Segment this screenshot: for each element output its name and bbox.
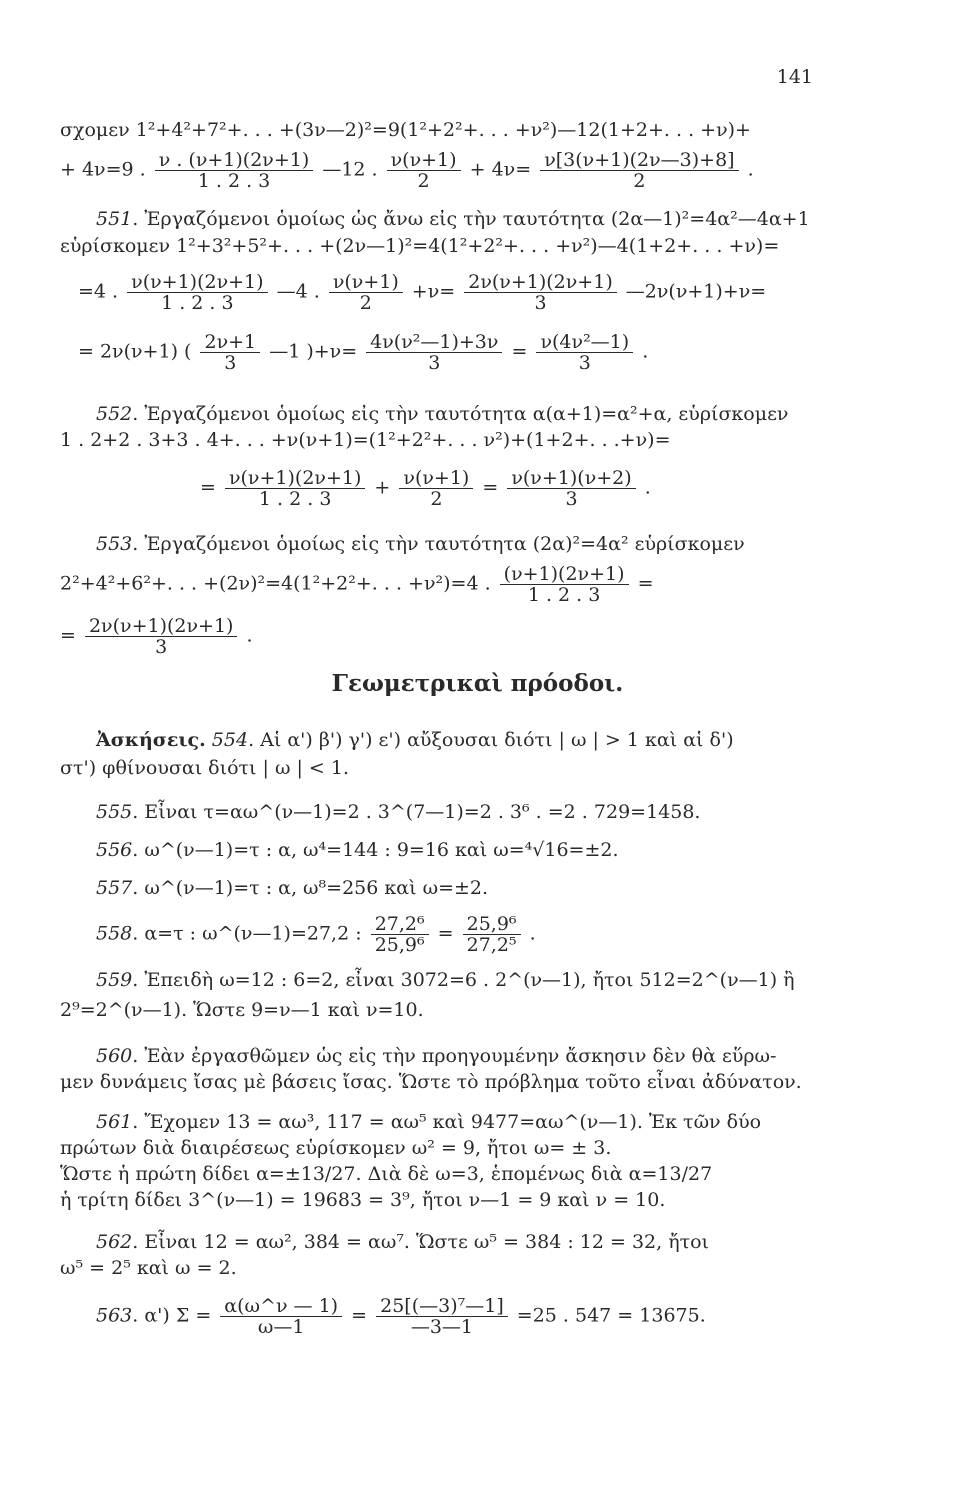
exercise-554 xyxy=(96,728,734,752)
exercise-562 xyxy=(96,1230,709,1254)
exercise-number: 562 xyxy=(96,1231,133,1253)
formula-text: . xyxy=(642,340,649,363)
exercise-555 xyxy=(96,800,700,824)
text-line: στ') φθίνουσαι διότι | ω | < 1. xyxy=(60,757,350,779)
denominator: 3 xyxy=(428,352,441,374)
formula-text: =4 . xyxy=(78,280,119,303)
exercise-560 xyxy=(96,1044,776,1068)
formula-line xyxy=(78,332,648,373)
formula-text: = xyxy=(637,572,654,595)
exercise-text: . ω^(ν—1)=τ : α, ω⁸=256 καὶ ω=±2. xyxy=(132,877,489,899)
numerator: 2ν(ν+1)(2ν+1) xyxy=(85,616,238,637)
exercise-563 xyxy=(96,1296,706,1337)
exercises-label: Ἀσκήσεις. xyxy=(96,729,206,751)
numerator: α(ω^ν — 1) xyxy=(220,1296,342,1317)
formula-text: = xyxy=(200,476,216,499)
fraction xyxy=(366,332,502,373)
formula-text: —12 . xyxy=(322,158,378,181)
numerator: ν(ν+1) xyxy=(329,272,403,293)
fraction xyxy=(127,272,267,313)
denominator: 2 xyxy=(359,292,372,314)
exercise-text: . Εἶναι τ=αω^(ν—1)=2 . 3^(7—1)=2 . 3⁶ . =2 . 729=1458. xyxy=(132,801,701,823)
fraction xyxy=(464,272,617,313)
denominator: 3 xyxy=(155,636,168,658)
text-line: 2⁹=2^(ν—1). Ὥστε 9=ν—1 καὶ ν=10. xyxy=(60,999,424,1021)
formula-text: + 4ν=9 . xyxy=(60,158,146,181)
fraction xyxy=(220,1296,342,1337)
fraction xyxy=(329,272,403,313)
fraction xyxy=(371,914,429,955)
exercise-number: 555 xyxy=(96,801,133,823)
exercise-number: 558 xyxy=(96,922,133,945)
text-line: μεν δυνάμεις ἴσας μὲ βάσεις ἴσας. Ὥστε τὸ πρόβλημα τοῦτο εἶναι ἀδύνατον. xyxy=(60,1071,802,1093)
denominator: 2 xyxy=(430,488,443,510)
formula-text: = xyxy=(511,340,528,363)
text-line: εὑρίσκομεν 1²+3²+5²+. . . +(2ν—1)²=4(1²+2²+. . . +ν²)—4(1+2+. . . +ν)= xyxy=(60,235,780,257)
denominator: 1 . 2 . 3 xyxy=(161,292,234,314)
exercise-559 xyxy=(96,968,795,992)
numerator: 27,2⁶ xyxy=(371,914,429,935)
denominator: 25,9⁶ xyxy=(374,934,425,956)
formula-text: —2ν(ν+1)+ν= xyxy=(625,280,767,303)
formula-text: =25 . 547 = 13675. xyxy=(516,1304,706,1327)
exercise-number: 561 xyxy=(96,1111,133,1133)
exercise-number: 557 xyxy=(96,877,133,899)
exercise-text: . Εἶναι 12 = αω², 384 = αω⁷. Ὥστε ω⁵ = 384 : 12 = 32, ἤτοι xyxy=(132,1231,709,1253)
exercise-number: 560 xyxy=(96,1045,133,1067)
exercise-number: 554 xyxy=(211,729,249,751)
numerator: ν(ν+1)(2ν+1) xyxy=(225,468,365,489)
exercise-text: . Ἐργαζόμενοι ὁμοίως εἰς τὴν ταυτότητα (2α)²=4α² εὑρίσκομεν xyxy=(132,533,745,555)
fraction xyxy=(200,332,260,373)
formula-line xyxy=(60,616,253,657)
exercise-text: . Ἔχομεν 13 = αω³, 117 = αω⁵ καὶ 9477=αω^(ν—1). Ἐκ τῶν δύο xyxy=(132,1111,762,1133)
denominator: 1 . 2 . 3 xyxy=(197,170,271,192)
denominator: 3 xyxy=(534,292,547,314)
numerator: ν(ν+1) xyxy=(399,468,473,489)
formula-text: + 4ν= xyxy=(469,158,532,181)
exercise-text: . α') Σ = xyxy=(132,1304,212,1327)
page-number: 141 xyxy=(776,66,813,88)
fraction xyxy=(463,914,521,955)
formula-text: + xyxy=(374,476,391,499)
fraction xyxy=(85,616,238,657)
text-line: ἡ τρίτη δίδει 3^(ν—1) = 19683 = 3⁹, ἤτοι ν—1 = 9 καὶ ν = 10. xyxy=(60,1189,666,1211)
formula-line xyxy=(200,468,651,509)
denominator: 2 xyxy=(633,170,646,192)
exercise-561 xyxy=(96,1110,761,1134)
text-line: σχομεν 1²+4²+7²+. . . +(3ν—2)²=9(1²+2²+. . . +ν²)—12(1+2+. . . +ν)+ xyxy=(60,119,751,141)
numerator: ν(ν+1) xyxy=(387,150,461,171)
formula-line xyxy=(60,150,754,191)
section-heading: Γεωμετρικαὶ πρόοδοι. xyxy=(331,670,624,697)
denominator: 3 xyxy=(565,488,578,510)
fraction xyxy=(399,468,473,509)
formula-text: 2²+4²+6²+. . . +(2ν)²=4(1²+2²+. . . +ν²)=4 . xyxy=(60,572,491,595)
formula-text: = xyxy=(437,922,454,945)
exercise-text: . ω^(ν—1)=τ : α, ω⁴=144 : 9=16 καὶ ω=⁴√16=±2. xyxy=(132,839,619,861)
formula-text: = 2ν(ν+1) ( xyxy=(78,340,192,363)
exercise-number: 559 xyxy=(96,969,133,991)
fraction xyxy=(225,468,365,509)
numerator: 25,9⁶ xyxy=(463,914,521,935)
formula-text: +ν= xyxy=(411,280,456,303)
formula-line xyxy=(60,564,653,605)
exercise-553 xyxy=(96,532,745,556)
formula-text: = xyxy=(351,1304,368,1327)
fraction xyxy=(540,150,738,191)
exercise-text: . Ἐργαζόμενοι ὁμοίως εἰς τὴν ταυτότητα α(α+1)=α²+α, εὑρίσκομεν xyxy=(132,403,789,425)
numerator: 2ν(ν+1)(2ν+1) xyxy=(464,272,617,293)
exercise-551 xyxy=(96,207,810,231)
denominator: —3—1 xyxy=(410,1316,474,1338)
denominator: 1 . 2 . 3 xyxy=(258,488,332,510)
text-line: Ὥστε ἡ πρώτη δίδει α=±13/27. Διὰ δὲ ω=3, ἑπομένως διὰ α=13/27 xyxy=(60,1163,713,1185)
denominator: 2 xyxy=(417,170,430,192)
exercise-552 xyxy=(96,402,788,426)
exercise-number: 553 xyxy=(96,533,133,555)
exercise-text: . Ἐπειδὴ ω=12 : 6=2, εἶναι 3072=6 . 2^(ν—1), ἤτοι 512=2^(ν—1) ἢ xyxy=(132,969,795,991)
exercise-number: 563 xyxy=(96,1304,133,1327)
denominator: 1 . 2 . 3 xyxy=(527,584,601,606)
numerator: ν[3(ν+1)(2ν—3)+8] xyxy=(540,150,738,171)
formula-text: —4 . xyxy=(276,280,320,303)
formula-text: . xyxy=(644,476,651,499)
denominator: ω—1 xyxy=(257,1316,305,1338)
fraction xyxy=(387,150,461,191)
exercise-text: . Ἐργαζόμενοι ὁμοίως ὡς ἄνω εἰς τὴν ταυτότητα (2α—1)²=4α²—4α+1 xyxy=(132,208,810,230)
exercise-558 xyxy=(96,914,536,955)
exercise-number: 552 xyxy=(96,403,133,425)
formula-text: . xyxy=(747,158,754,181)
text-line: πρώτων διὰ διαιρέσεως εὑρίσκομεν ω² = 9, ἤτοι ω= ± 3. xyxy=(60,1137,612,1159)
numerator: ν(4ν²—1) xyxy=(536,332,633,353)
fraction xyxy=(536,332,633,373)
denominator: 3 xyxy=(224,352,237,374)
text-line: 1 . 2+2 . 3+3 . 4+. . . +ν(ν+1)=(1²+2²+. . . ν²)+(1+2+. . .+ν)= xyxy=(60,429,671,451)
exercise-556 xyxy=(96,838,619,862)
formula-text: —1 )+ν= xyxy=(269,340,358,363)
denominator: 27,2⁵ xyxy=(466,934,517,956)
formula-text: . xyxy=(246,624,253,647)
fraction xyxy=(500,564,629,605)
formula-text: = xyxy=(482,476,499,499)
numerator: 2ν+1 xyxy=(200,332,260,353)
text-line: ω⁵ = 2⁵ καὶ ω = 2. xyxy=(60,1257,237,1279)
exercise-557 xyxy=(96,876,488,900)
fraction xyxy=(155,150,314,191)
numerator: 4ν(ν²—1)+3ν xyxy=(366,332,502,353)
numerator: ν . (ν+1)(2ν+1) xyxy=(155,150,314,171)
fraction xyxy=(507,468,635,509)
numerator: 25[(—3)⁷—1] xyxy=(376,1296,508,1317)
formula-text: . xyxy=(529,922,536,945)
denominator: 3 xyxy=(578,352,591,374)
formula-line xyxy=(78,272,766,313)
numerator: (ν+1)(2ν+1) xyxy=(500,564,629,585)
exercise-text: . α=τ : ω^(ν—1)=27,2 : xyxy=(132,922,362,945)
exercise-text: . Αἱ α') β') γ') ε') αὔξουσαι διότι | ω | > 1 καὶ αἱ δ') xyxy=(248,729,734,751)
exercise-number: 551 xyxy=(96,208,133,230)
exercise-text: . Ἐὰν ἐργασθῶμεν ὡς εἰς τὴν προηγουμένην ἄσκησιν δὲν θὰ εὕρω- xyxy=(132,1045,777,1067)
formula-text: = xyxy=(60,624,76,647)
numerator: ν(ν+1)(2ν+1) xyxy=(127,272,267,293)
numerator: ν(ν+1)(ν+2) xyxy=(507,468,635,489)
exercise-number: 556 xyxy=(96,839,133,861)
fraction xyxy=(376,1296,508,1337)
